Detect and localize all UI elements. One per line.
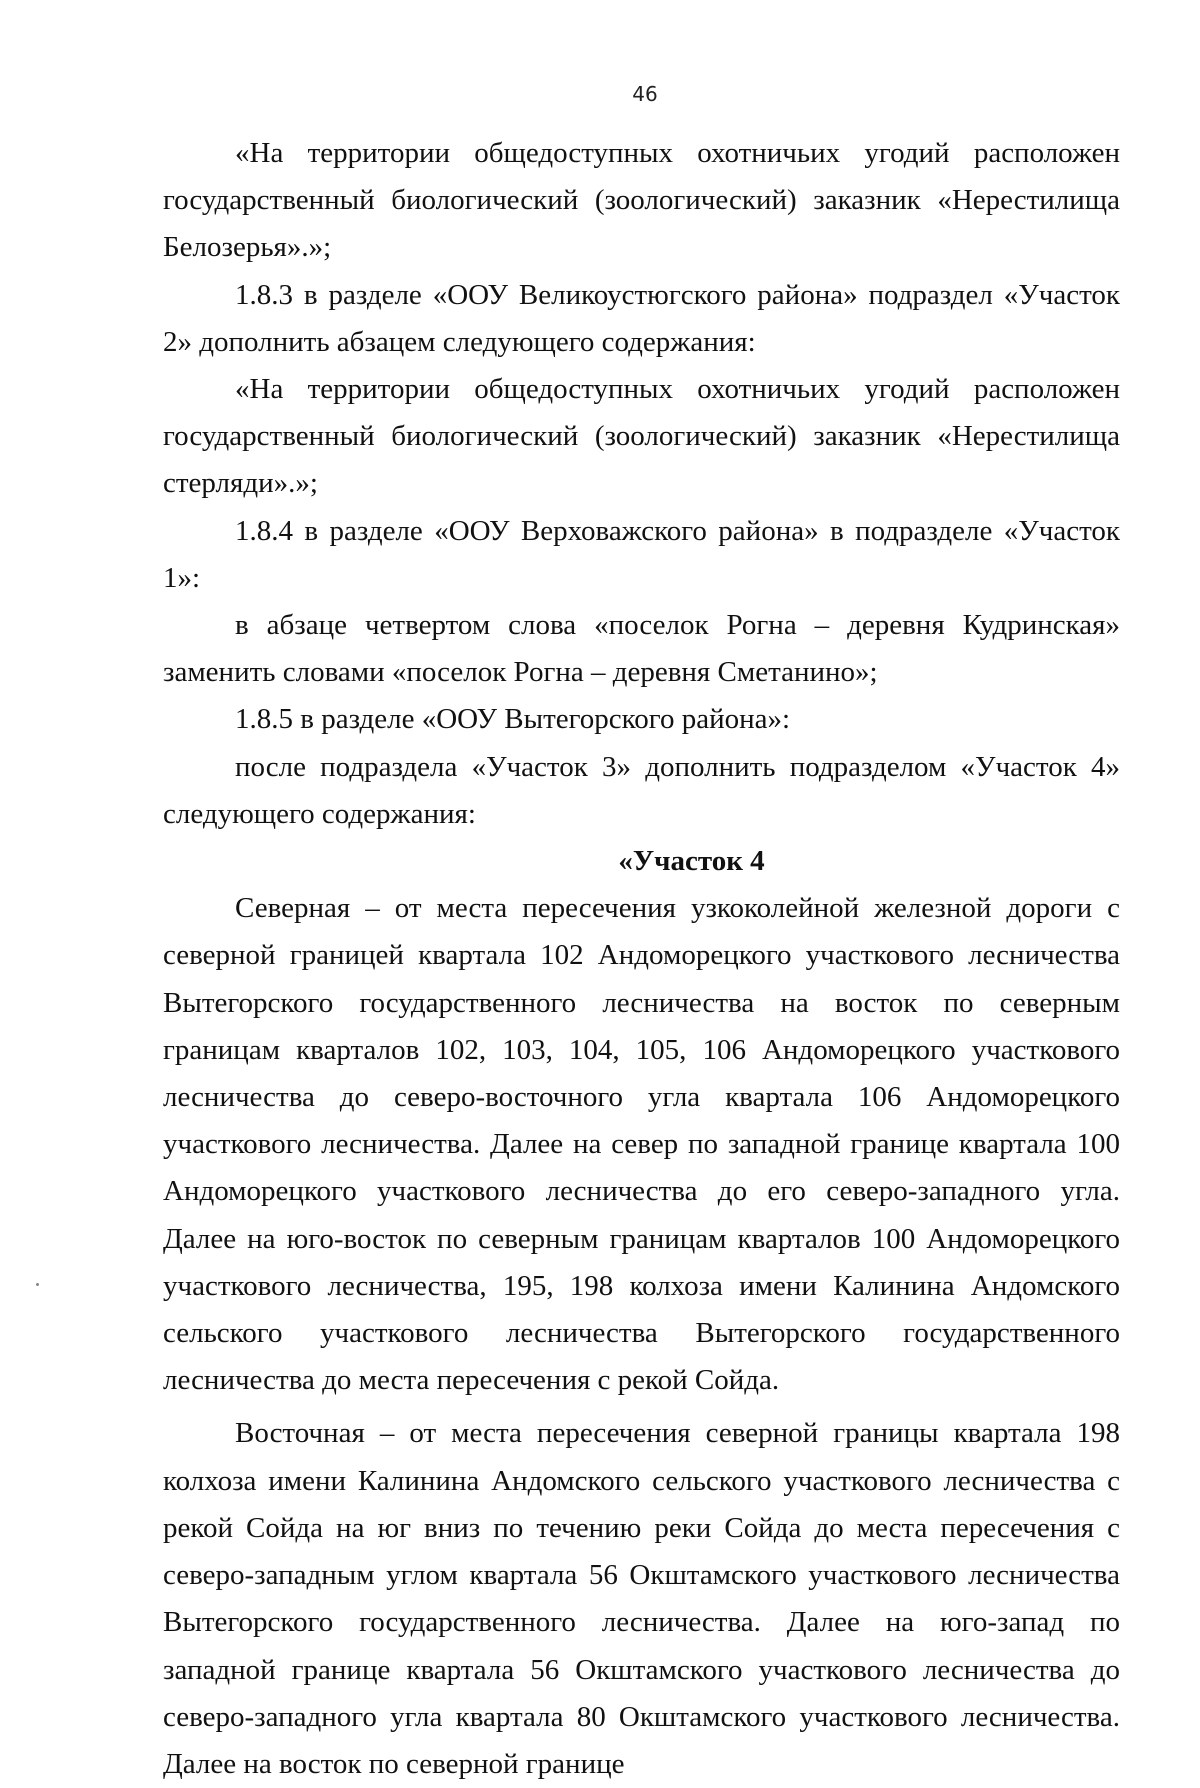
paragraph-quote-sterlyadi: «На территории общедоступных охотничьих угодий расположен государственный биологический (зоологический) заказник «Нерестилища стерляди».»;	[163, 373, 1120, 500]
scan-dot	[36, 1283, 39, 1286]
paragraph-quote-belozerye: «На территории общедоступных охотничьих угодий расположен государственный биологический (зоологический) заказник «Нерестилища Белозерья».»;	[163, 137, 1120, 264]
paragraph-item-1-8-4: 1.8.4 в разделе «ООУ Верховажского района» в подразделе «Участок 1»:	[163, 514, 1120, 594]
paragraph-item-1-8-5: 1.8.5 в разделе «ООУ Вытегорского района»:	[235, 703, 791, 736]
page-number: 46	[632, 82, 658, 106]
paragraph-northern-boundary: Северная – от места пересечения узкоколейной железной дороги с северной границей квартала 102 Андоморецкого участкового лесничества Вытегорского государственного лесничества на восток по северным границам кварталов 102, 103, 104, 105, 106 Андоморецкого участкового лесничества до северо-восточного угла квартала 106 Андоморецкого участкового лесничества. Далее на север по западной границе квартала 100 Андоморецкого участкового лесничества до его северо-западного угла. Далее на юго-восток по северным границам кварталов 100 Андоморецкого участкового лесничества, 195, 198 колхоза имени Калинина Андомского сельского участкового лесничества Вытегорского государственного лесничества до места пересечения с рекой Сойда.	[163, 892, 1120, 1397]
document-body	[163, 130, 1120, 1788]
paragraph-eastern-boundary: Восточная – от места пересечения северной границы квартала 198 колхоза имени Калинина Андомского сельского участкового лесничества с рекой Сойда на юг вниз по течению реки Сойда до места пересечения с северо-западным углом квартала 56 Окштамского участкового лесничества Вытегорского государственного лесничества. Далее на юго-запад по западной границе квартала 56 Окштамского участкового лесничества до северо-западного угла квартала 80 Окштамского участкового лесничества. Далее на восток по северной границе	[163, 1417, 1120, 1780]
paragraph-amendment-rogna: в абзаце четвертом слова «поселок Рогна – деревня Кудринская» заменить словами «поселок Рогна – деревня Сметанино»;	[163, 609, 1120, 689]
paragraph-item-1-8-3: 1.8.3 в разделе «ООУ Великоустюгского района» подраздел «Участок 2» дополнить абзацем следующего содержания:	[163, 278, 1120, 358]
paragraph-add-subsection: после подраздела «Участок 3» дополнить подразделом «Участок 4» следующего содержания:	[163, 750, 1120, 830]
section-heading: «Участок 4	[618, 845, 765, 878]
